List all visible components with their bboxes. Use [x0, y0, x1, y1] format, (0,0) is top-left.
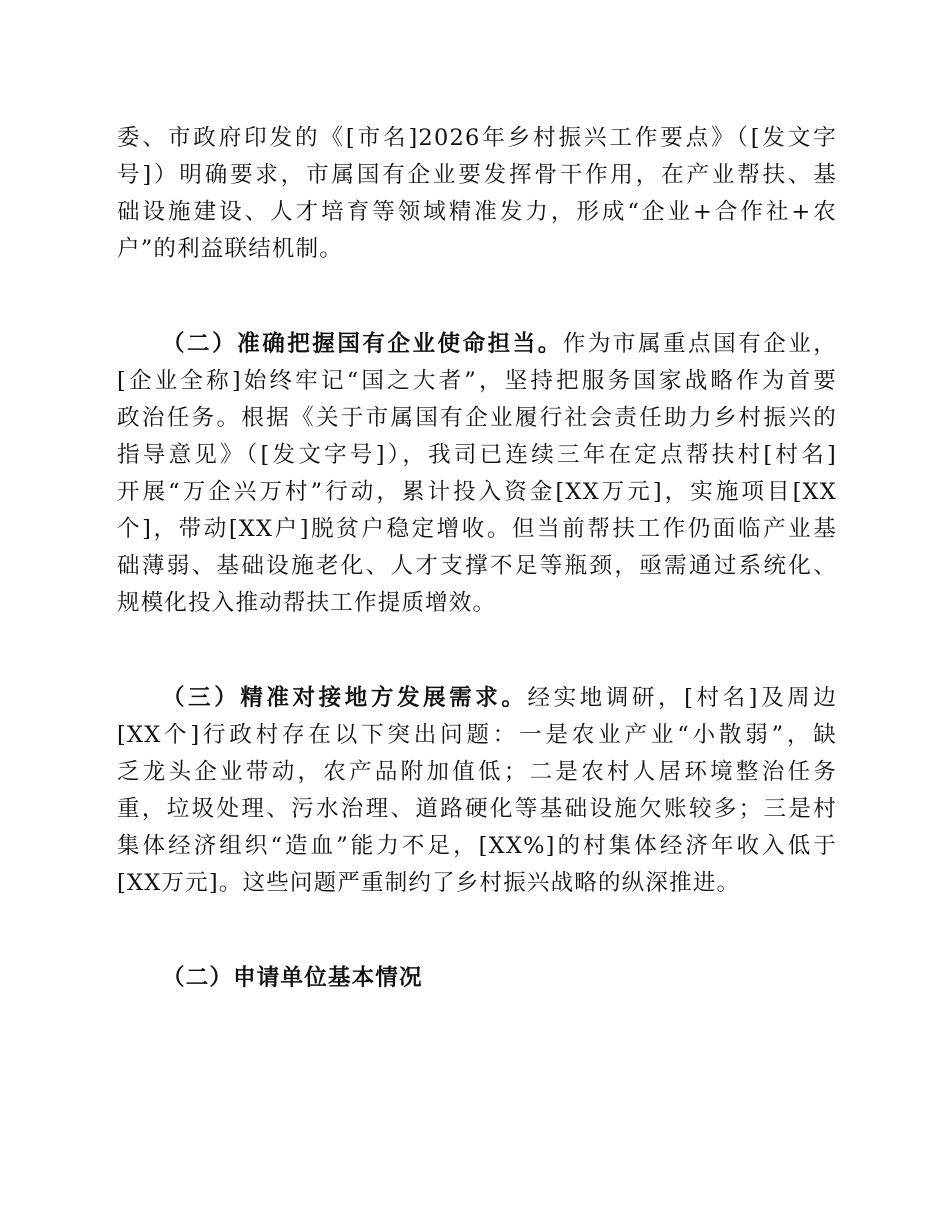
document-page: [117, 120, 837, 997]
paragraph-line: [XX万元]。这些问题严重制约了乡村振兴战略的纵深推进。: [117, 870, 741, 896]
paragraph-line: 重，垃圾处理、污水治理、道路硬化等基础设施欠账较多；三是村: [117, 796, 837, 822]
paragraph-line: 乏龙头企业带动，农产品附加值低；二是农村人居环境整治任务: [117, 759, 837, 785]
paragraph-first-line: [117, 680, 837, 717]
paragraph-first-line: [117, 326, 837, 363]
paragraph-heading: （三）精准对接地方发展需求。: [162, 685, 528, 711]
paragraph-line: 户”的利益联结机制。: [117, 236, 344, 262]
paragraph-line: 委、市政府印发的《[市名]2026年乡村振兴工作要点》（[发文字: [117, 125, 837, 151]
paragraph-line: [XX个]行政村存在以下突出问题：一是农业产业“小散弱”，缺: [117, 722, 837, 748]
paragraph-line: 政治任务。根据《关于市属国有企业履行社会责任助力乡村振兴的: [117, 405, 837, 431]
paragraph-line: 集体经济组织“造血”能力不足，[XX%]的村集体经济年收入低于: [117, 833, 837, 859]
paragraph-1: [117, 120, 837, 268]
paragraph-heading: （二）准确把握国有企业使命担当。: [162, 331, 563, 357]
section-heading: （二）申请单位基本情况: [162, 965, 423, 991]
paragraph-3: [117, 680, 837, 902]
paragraph-text: 经实地调研，[村名]及周边: [527, 685, 837, 711]
paragraph-2: [117, 326, 837, 622]
paragraph-text: 作为市属重点国有企业，: [562, 331, 837, 357]
paragraph-line: 开展“万企兴万村”行动，累计投入资金[XX万元]，实施项目[XX: [117, 479, 837, 505]
paragraph-line: 础设施建设、人才培育等领域精准发力，形成“企业+合作社+农: [117, 199, 837, 225]
paragraph-line: [企业全称]始终牢记“国之大者”，坚持把服务国家战略作为首要: [117, 368, 837, 394]
paragraph-line: 个]，带动[XX户]脱贫户稳定增收。但当前帮扶工作仍面临产业基: [117, 516, 837, 542]
paragraph-line: 础薄弱、基础设施老化、人才支撑不足等瓶颈，亟需通过系统化、: [117, 553, 837, 579]
paragraph-line: 号]）明确要求，市属国有企业要发挥骨干作用，在产业帮扶、基: [117, 162, 837, 188]
paragraph-line: 规模化投入推动帮扶工作提质增效。: [117, 590, 497, 616]
paragraph-line: 指导意见》（[发文字号]），我司已连续三年在定点帮扶村[村名]: [117, 442, 837, 468]
